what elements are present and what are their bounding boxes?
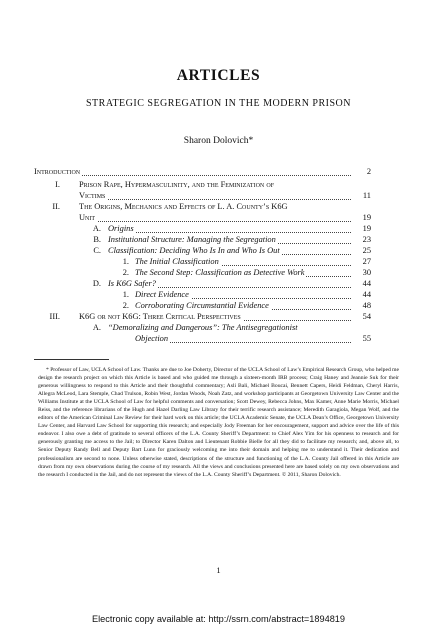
toc-entry-page: 48	[362, 301, 371, 310]
toc-entry	[0, 201, 437, 212]
toc-entry-text: The Origins, Mechanics and Effects of L. A. County’s K6G	[79, 202, 288, 211]
toc-entry-page: 30	[362, 268, 371, 277]
toc-entry-text: Victims	[79, 190, 351, 201]
toc-entry	[0, 256, 437, 267]
toc-entry-text: Direct Evidence	[135, 289, 351, 300]
article-title: STRATEGIC SEGREGATION IN THE MODERN PRISON	[86, 98, 351, 109]
toc-entry-text: Corroborating Circumstantial Evidence	[135, 300, 351, 311]
ssrn-availability-notice: Electronic copy available at: http://ssrn.com/abstract=1894819	[91, 614, 346, 624]
toc-entry-page: 11	[362, 191, 371, 200]
toc-entry-text: Institutional Structure: Managing the Segregation	[108, 234, 351, 245]
toc-entry-page: 19	[362, 213, 371, 222]
page-number: 1	[216, 565, 221, 575]
toc-entry-number: D.	[92, 279, 101, 288]
toc-entry	[0, 311, 437, 322]
toc-entry	[0, 179, 437, 190]
toc-entry	[0, 267, 437, 278]
toc-entry-number: C.	[93, 246, 101, 255]
toc-entry-number: 2.	[122, 268, 129, 277]
author-name: Sharon Dolovich*	[183, 136, 254, 146]
toc-entry-page: 54	[362, 312, 371, 321]
toc-entry	[0, 278, 437, 289]
toc-entry-page: 25	[362, 246, 371, 255]
toc-entry-number: III.	[49, 312, 60, 321]
toc-entry-text: Introduction	[34, 166, 351, 177]
toc-entry-text: Objection	[135, 333, 351, 344]
toc-entry-page: 27	[362, 257, 371, 266]
toc-entry	[0, 166, 437, 177]
toc-entry	[0, 245, 437, 256]
toc-entry	[0, 333, 437, 344]
toc-entry	[0, 212, 437, 223]
author-footnote: * Professor of Law, UCLA School of Law. Thanks are due to Joe Doherty, Director of the UCLA School of Law’s Empirical Research Group, who helped me design the research project on which this Article is based and who guided me through a sixteen-month IRB process; Craig Haney and Jeannie Suk for their generous willingness to respond to this Article and their thoughtful commentary; Asli Bali, Michael Boucai, Bennett Capers, Heidi Feldman, Cheryl Harris, Allegra McLeod, Lara Stemple, Chad Trulson, Robin West, Jordan Woods, Noah Zatz, and workshop participants at Georgetown University Law Center and the Williams Institute at the UCLA School of Law for helpful comments and conversation; Scott Dewey, Rebecca Johns, Max Kamer, Anne Marie Morris, Michael Reiss, and the reference librarians of the Hugh and Hazel Darling Law Library for their terrific research assistance; Meredith Garagiola, Megan Wolf, and the editors of the American Criminal Law Review for their hard work on this article; the UCLA Academic Senate, the UCLA Dean’s Office, Georgetown University Law Center, and Harvard Law School for supporting this research; and especially Jody Freeman for her encouragement, support and advice over the life of this endeavor. I also owe a debt of gratitude to several officers of the L.A. County Sheriff’s Department: to Chief Alex Yim for his openness to research and for generously granting me access to the Jail; to Director Karen Dalton and Lieutenant Robbie Bielle for all they did to facilitate my research; and, above all, to Senior Deputy Randy Bell and Deputy Bart Lunn for graciously welcoming me into their domain and helping me to understand it. Their dedication and professionalism are second to none. Unless otherwise stated, descriptions of the structure and functioning of the L.A. County Jail offered in this Article are drawn from my own observations during the course of my research. All the views and conclusions presented here are based solely on my own observations and the research I conducted in the Jail, and do not represent the views of the L.A. County Sheriff’s Department. © 2011, Sharon Dolovich.	[38, 367, 399, 478]
toc-entry-text: K6G or not K6G: Three Critical Perspectives	[79, 311, 351, 322]
toc-entry	[0, 234, 437, 245]
toc-entry-page: 2	[366, 167, 371, 176]
toc-entry-page: 44	[362, 279, 371, 288]
toc-entry	[0, 300, 437, 311]
toc-entry-text: “Demoralizing and Dangerous”: The Antisegregationist	[108, 323, 298, 332]
toc-entry	[0, 289, 437, 300]
toc-entry-number: 1.	[122, 257, 129, 266]
toc-entry-number: 2.	[122, 301, 129, 310]
toc-entry-number: A.	[92, 323, 101, 332]
toc-entry-text: Classification: Deciding Who Is In and Who Is Out	[108, 245, 351, 256]
toc-entry-number: II.	[52, 202, 60, 211]
toc-entry-text: The Second Step: Classification as Detective Work	[135, 267, 351, 278]
toc-entry-text: The Initial Classification	[135, 256, 351, 267]
toc-entry-page: 55	[362, 334, 371, 343]
toc-entry-number: A.	[92, 224, 101, 233]
toc-entry-page: 19	[362, 224, 371, 233]
toc-entry-text: Is K6G Safer?	[108, 278, 351, 289]
toc-entry	[0, 190, 437, 201]
toc-entry-page: 44	[362, 290, 371, 299]
toc-entry-number: I.	[55, 180, 60, 189]
toc-entry-text: Unit	[79, 212, 351, 223]
section-heading: ARTICLES	[176, 67, 261, 84]
footnote-divider	[34, 359, 109, 360]
toc-entry-number: B.	[93, 235, 101, 244]
toc-entry-text: Prison Rape, Hypermasculinity, and the Feminization of	[79, 180, 275, 189]
toc-entry	[0, 322, 437, 333]
toc-entry-number: 1.	[122, 290, 129, 299]
toc-entry-page: 23	[362, 235, 371, 244]
toc-entry	[0, 223, 437, 234]
toc-entry-text: Origins	[108, 223, 351, 234]
